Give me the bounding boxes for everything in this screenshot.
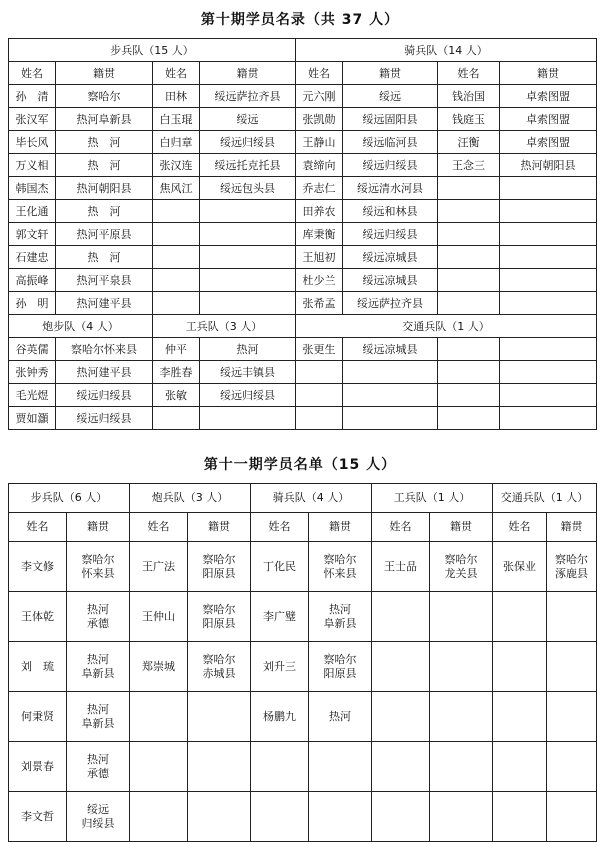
table-row bbox=[9, 131, 597, 154]
member-name: 钱庭玉 bbox=[438, 108, 500, 131]
member-name: 万义相 bbox=[9, 154, 56, 177]
member-name: 李胜春 bbox=[153, 361, 200, 384]
t11-header-name: 姓名 bbox=[493, 513, 547, 542]
member-origin bbox=[500, 361, 597, 384]
t11-header-name: 姓名 bbox=[372, 513, 430, 542]
member-name bbox=[493, 592, 547, 642]
member-name: 仲平 bbox=[153, 338, 200, 361]
member-name: 张汉军 bbox=[9, 108, 56, 131]
member-name: 田林 bbox=[153, 85, 200, 108]
member-name bbox=[296, 407, 343, 430]
member-name: 王体乾 bbox=[9, 592, 67, 642]
member-name: 乔志仁 bbox=[296, 177, 343, 200]
member-name: 张保业 bbox=[493, 542, 547, 592]
member-origin bbox=[188, 742, 251, 792]
member-origin: 绥远萨拉齐县 bbox=[343, 292, 438, 315]
member-name bbox=[372, 592, 430, 642]
member-origin: 热河朝阳县 bbox=[56, 177, 153, 200]
table-row bbox=[9, 223, 597, 246]
member-origin: 热河 阜新县 bbox=[67, 692, 130, 742]
member-name bbox=[438, 223, 500, 246]
member-origin bbox=[500, 200, 597, 223]
member-origin bbox=[500, 223, 597, 246]
t11-header-name: 姓名 bbox=[9, 513, 67, 542]
member-origin bbox=[547, 792, 597, 842]
member-origin: 热河平泉县 bbox=[56, 269, 153, 292]
member-origin: 热河平原县 bbox=[56, 223, 153, 246]
table-row bbox=[9, 642, 597, 692]
member-name bbox=[438, 384, 500, 407]
member-name: 刘景春 bbox=[9, 742, 67, 792]
member-name: 元六刚 bbox=[296, 85, 343, 108]
member-origin: 察哈尔 阳原县 bbox=[188, 542, 251, 592]
member-origin: 绥远凉城县 bbox=[343, 269, 438, 292]
member-name: 高振峰 bbox=[9, 269, 56, 292]
member-name: 石建忠 bbox=[9, 246, 56, 269]
table-row bbox=[9, 108, 597, 131]
member-origin bbox=[309, 742, 372, 792]
t11-header-origin: 籍贯 bbox=[309, 513, 372, 542]
member-origin bbox=[547, 742, 597, 792]
member-name: 张钟秀 bbox=[9, 361, 56, 384]
member-origin: 察哈尔怀来县 bbox=[56, 338, 153, 361]
member-origin bbox=[343, 407, 438, 430]
t10-header-name: 姓名 bbox=[296, 62, 343, 85]
member-name: 孙 明 bbox=[9, 292, 56, 315]
member-name: 王念三 bbox=[438, 154, 500, 177]
member-name: 杜少兰 bbox=[296, 269, 343, 292]
member-name bbox=[153, 246, 200, 269]
member-name bbox=[153, 407, 200, 430]
t10-section-cavalry: 骑兵队（14 人） bbox=[296, 39, 597, 62]
member-origin bbox=[500, 269, 597, 292]
member-name bbox=[493, 642, 547, 692]
member-origin bbox=[500, 292, 597, 315]
member-name: 钱治国 bbox=[438, 85, 500, 108]
member-origin bbox=[343, 384, 438, 407]
member-name: 王化通 bbox=[9, 200, 56, 223]
member-origin bbox=[547, 692, 597, 742]
member-origin: 绥远固阳县 bbox=[343, 108, 438, 131]
member-name bbox=[438, 200, 500, 223]
table-row bbox=[9, 85, 597, 108]
member-origin: 热河朝阳县 bbox=[500, 154, 597, 177]
t11-section-infantry: 步兵队（6 人） bbox=[9, 484, 130, 513]
t10-header-origin: 籍贯 bbox=[200, 62, 296, 85]
member-origin: 察哈尔 bbox=[56, 85, 153, 108]
member-name: 焦风江 bbox=[153, 177, 200, 200]
member-origin: 绥远凉城县 bbox=[343, 338, 438, 361]
table-row bbox=[9, 269, 597, 292]
member-origin bbox=[200, 407, 296, 430]
member-name bbox=[438, 269, 500, 292]
t10-header-name: 姓名 bbox=[438, 62, 500, 85]
member-origin bbox=[188, 692, 251, 742]
member-origin: 察哈尔 赤城县 bbox=[188, 642, 251, 692]
member-name: 库秉衡 bbox=[296, 223, 343, 246]
t11-header-name: 姓名 bbox=[251, 513, 309, 542]
member-origin: 绥远萨拉齐县 bbox=[200, 85, 296, 108]
member-name: 韩国杰 bbox=[9, 177, 56, 200]
member-name bbox=[438, 246, 500, 269]
member-name bbox=[130, 692, 188, 742]
member-name: 毕长风 bbox=[9, 131, 56, 154]
member-origin: 卓索图盟 bbox=[500, 108, 597, 131]
t11-header-origin: 籍贯 bbox=[188, 513, 251, 542]
member-name: 孙 清 bbox=[9, 85, 56, 108]
t10-header-origin: 籍贯 bbox=[56, 62, 153, 85]
member-origin: 绥远归绥县 bbox=[343, 154, 438, 177]
member-origin bbox=[430, 792, 493, 842]
member-origin: 热河 承德 bbox=[67, 592, 130, 642]
t11-header-origin: 籍贯 bbox=[67, 513, 130, 542]
table-row bbox=[9, 542, 597, 592]
t10-header-origin: 籍贯 bbox=[500, 62, 597, 85]
member-name: 贾如灝 bbox=[9, 407, 56, 430]
member-name: 郭文轩 bbox=[9, 223, 56, 246]
t11-section-signal: 交通兵队（1 人） bbox=[493, 484, 597, 513]
member-name: 王旭初 bbox=[296, 246, 343, 269]
member-origin bbox=[200, 223, 296, 246]
member-name: 汪衡 bbox=[438, 131, 500, 154]
member-name bbox=[438, 177, 500, 200]
member-name: 王广法 bbox=[130, 542, 188, 592]
member-origin bbox=[500, 246, 597, 269]
member-origin bbox=[430, 642, 493, 692]
member-name: 白玉琨 bbox=[153, 108, 200, 131]
member-name: 丁化民 bbox=[251, 542, 309, 592]
member-origin: 察哈尔 龙关县 bbox=[430, 542, 493, 592]
t11-header-origin: 籍贯 bbox=[547, 513, 597, 542]
member-origin bbox=[200, 200, 296, 223]
t11-header-origin: 籍贯 bbox=[430, 513, 493, 542]
table-row bbox=[9, 246, 597, 269]
t10-section-artillery: 炮步队（4 人） bbox=[9, 315, 153, 338]
member-origin: 察哈尔 阳原县 bbox=[309, 642, 372, 692]
member-name bbox=[153, 200, 200, 223]
member-name: 田养农 bbox=[296, 200, 343, 223]
table-row bbox=[9, 407, 597, 430]
member-origin: 热河 阜新县 bbox=[309, 592, 372, 642]
member-name: 张敏 bbox=[153, 384, 200, 407]
member-origin: 热河 阜新县 bbox=[67, 642, 130, 692]
t10-header-origin: 籍贯 bbox=[343, 62, 438, 85]
member-origin: 绥远归绥县 bbox=[343, 223, 438, 246]
member-origin: 绥远清水河县 bbox=[343, 177, 438, 200]
member-origin: 热河 bbox=[309, 692, 372, 742]
table-row bbox=[9, 200, 597, 223]
member-name bbox=[130, 742, 188, 792]
member-name bbox=[296, 384, 343, 407]
member-origin: 热河建平县 bbox=[56, 361, 153, 384]
member-origin bbox=[430, 742, 493, 792]
member-origin: 卓索图盟 bbox=[500, 131, 597, 154]
member-origin: 察哈尔 涿鹿县 bbox=[547, 542, 597, 592]
member-origin: 绥远凉城县 bbox=[343, 246, 438, 269]
member-origin bbox=[188, 792, 251, 842]
member-origin bbox=[500, 338, 597, 361]
table-row bbox=[9, 154, 597, 177]
t10-table bbox=[8, 38, 597, 430]
member-origin: 卓索图盟 bbox=[500, 85, 597, 108]
member-name: 张希孟 bbox=[296, 292, 343, 315]
table-row bbox=[9, 338, 597, 361]
member-name bbox=[153, 292, 200, 315]
member-origin: 热 河 bbox=[56, 154, 153, 177]
member-origin: 绥远托克托县 bbox=[200, 154, 296, 177]
table-row bbox=[9, 792, 597, 842]
member-name bbox=[296, 361, 343, 384]
t10-header-name: 姓名 bbox=[9, 62, 56, 85]
member-origin bbox=[500, 384, 597, 407]
t11-section-cavalry: 骑兵队（4 人） bbox=[251, 484, 372, 513]
table-row bbox=[9, 592, 597, 642]
table-row bbox=[9, 177, 597, 200]
member-origin bbox=[200, 269, 296, 292]
member-name: 张更生 bbox=[296, 338, 343, 361]
table-row bbox=[9, 742, 597, 792]
member-name: 郑崇城 bbox=[130, 642, 188, 692]
member-name: 李文修 bbox=[9, 542, 67, 592]
member-origin bbox=[430, 692, 493, 742]
member-name bbox=[251, 792, 309, 842]
member-origin bbox=[500, 407, 597, 430]
member-origin bbox=[200, 246, 296, 269]
member-origin: 绥远归绥县 bbox=[200, 131, 296, 154]
table-row bbox=[9, 692, 597, 742]
member-origin: 察哈尔 阳原县 bbox=[188, 592, 251, 642]
member-origin: 绥远和林县 bbox=[343, 200, 438, 223]
member-name: 谷英儒 bbox=[9, 338, 56, 361]
t11-header-name: 姓名 bbox=[130, 513, 188, 542]
member-origin bbox=[200, 292, 296, 315]
member-name: 刘升三 bbox=[251, 642, 309, 692]
member-origin: 热河建平县 bbox=[56, 292, 153, 315]
member-name bbox=[251, 742, 309, 792]
member-origin: 察哈尔 怀来县 bbox=[67, 542, 130, 592]
member-name: 王士品 bbox=[372, 542, 430, 592]
member-name bbox=[438, 407, 500, 430]
member-name bbox=[438, 292, 500, 315]
member-origin: 热河 bbox=[200, 338, 296, 361]
member-origin bbox=[500, 177, 597, 200]
member-name bbox=[372, 742, 430, 792]
member-origin: 绥远包头县 bbox=[200, 177, 296, 200]
member-origin bbox=[309, 792, 372, 842]
t11-section-engineer: 工兵队（1 人） bbox=[372, 484, 493, 513]
t10-section-signal: 交通兵队（1 人） bbox=[296, 315, 597, 338]
t11-section-artillery: 炮兵队（3 人） bbox=[130, 484, 251, 513]
t11-title: 第十一期学员名单（15 人） bbox=[203, 457, 397, 473]
member-name bbox=[438, 361, 500, 384]
member-name bbox=[493, 792, 547, 842]
member-origin: 热 河 bbox=[56, 246, 153, 269]
member-name bbox=[493, 742, 547, 792]
member-name: 杨鹏九 bbox=[251, 692, 309, 742]
member-name: 张汉连 bbox=[153, 154, 200, 177]
member-name bbox=[372, 792, 430, 842]
member-origin: 绥远归绥县 bbox=[56, 407, 153, 430]
member-origin: 绥远归绥县 bbox=[200, 384, 296, 407]
member-name: 白归章 bbox=[153, 131, 200, 154]
member-name bbox=[493, 692, 547, 742]
member-name bbox=[130, 792, 188, 842]
member-origin: 察哈尔 怀来县 bbox=[309, 542, 372, 592]
member-origin: 绥远临河县 bbox=[343, 131, 438, 154]
member-origin: 热河 承德 bbox=[67, 742, 130, 792]
member-origin: 绥远丰镇县 bbox=[200, 361, 296, 384]
member-name: 王静山 bbox=[296, 131, 343, 154]
member-name: 毛光煜 bbox=[9, 384, 56, 407]
table-row bbox=[9, 361, 597, 384]
member-origin bbox=[547, 592, 597, 642]
member-origin bbox=[430, 592, 493, 642]
table-row bbox=[9, 384, 597, 407]
member-name bbox=[372, 642, 430, 692]
member-origin bbox=[547, 642, 597, 692]
member-name: 李广璧 bbox=[251, 592, 309, 642]
member-origin: 绥远 bbox=[200, 108, 296, 131]
member-name: 李文哲 bbox=[9, 792, 67, 842]
member-name bbox=[438, 338, 500, 361]
member-origin: 热 河 bbox=[56, 131, 153, 154]
table-row bbox=[9, 292, 597, 315]
t10-section-infantry: 步兵队（15 人） bbox=[9, 39, 296, 62]
member-origin bbox=[343, 361, 438, 384]
member-name: 袁缔向 bbox=[296, 154, 343, 177]
member-origin: 绥远 bbox=[343, 85, 438, 108]
t10-title: 第十期学员名录（共 37 人） bbox=[200, 12, 400, 28]
member-origin: 热河阜新县 bbox=[56, 108, 153, 131]
member-name bbox=[153, 269, 200, 292]
member-name: 张凯勋 bbox=[296, 108, 343, 131]
member-origin: 热 河 bbox=[56, 200, 153, 223]
t11-table bbox=[8, 483, 597, 842]
member-name bbox=[153, 223, 200, 246]
member-name: 何秉贤 bbox=[9, 692, 67, 742]
t10-header-name: 姓名 bbox=[153, 62, 200, 85]
member-name: 刘 琉 bbox=[9, 642, 67, 692]
member-origin: 绥远 归绥县 bbox=[67, 792, 130, 842]
member-name: 王仲山 bbox=[130, 592, 188, 642]
member-name bbox=[372, 692, 430, 742]
member-origin: 绥远归绥县 bbox=[56, 384, 153, 407]
t10-section-engineer: 工兵队（3 人） bbox=[153, 315, 296, 338]
